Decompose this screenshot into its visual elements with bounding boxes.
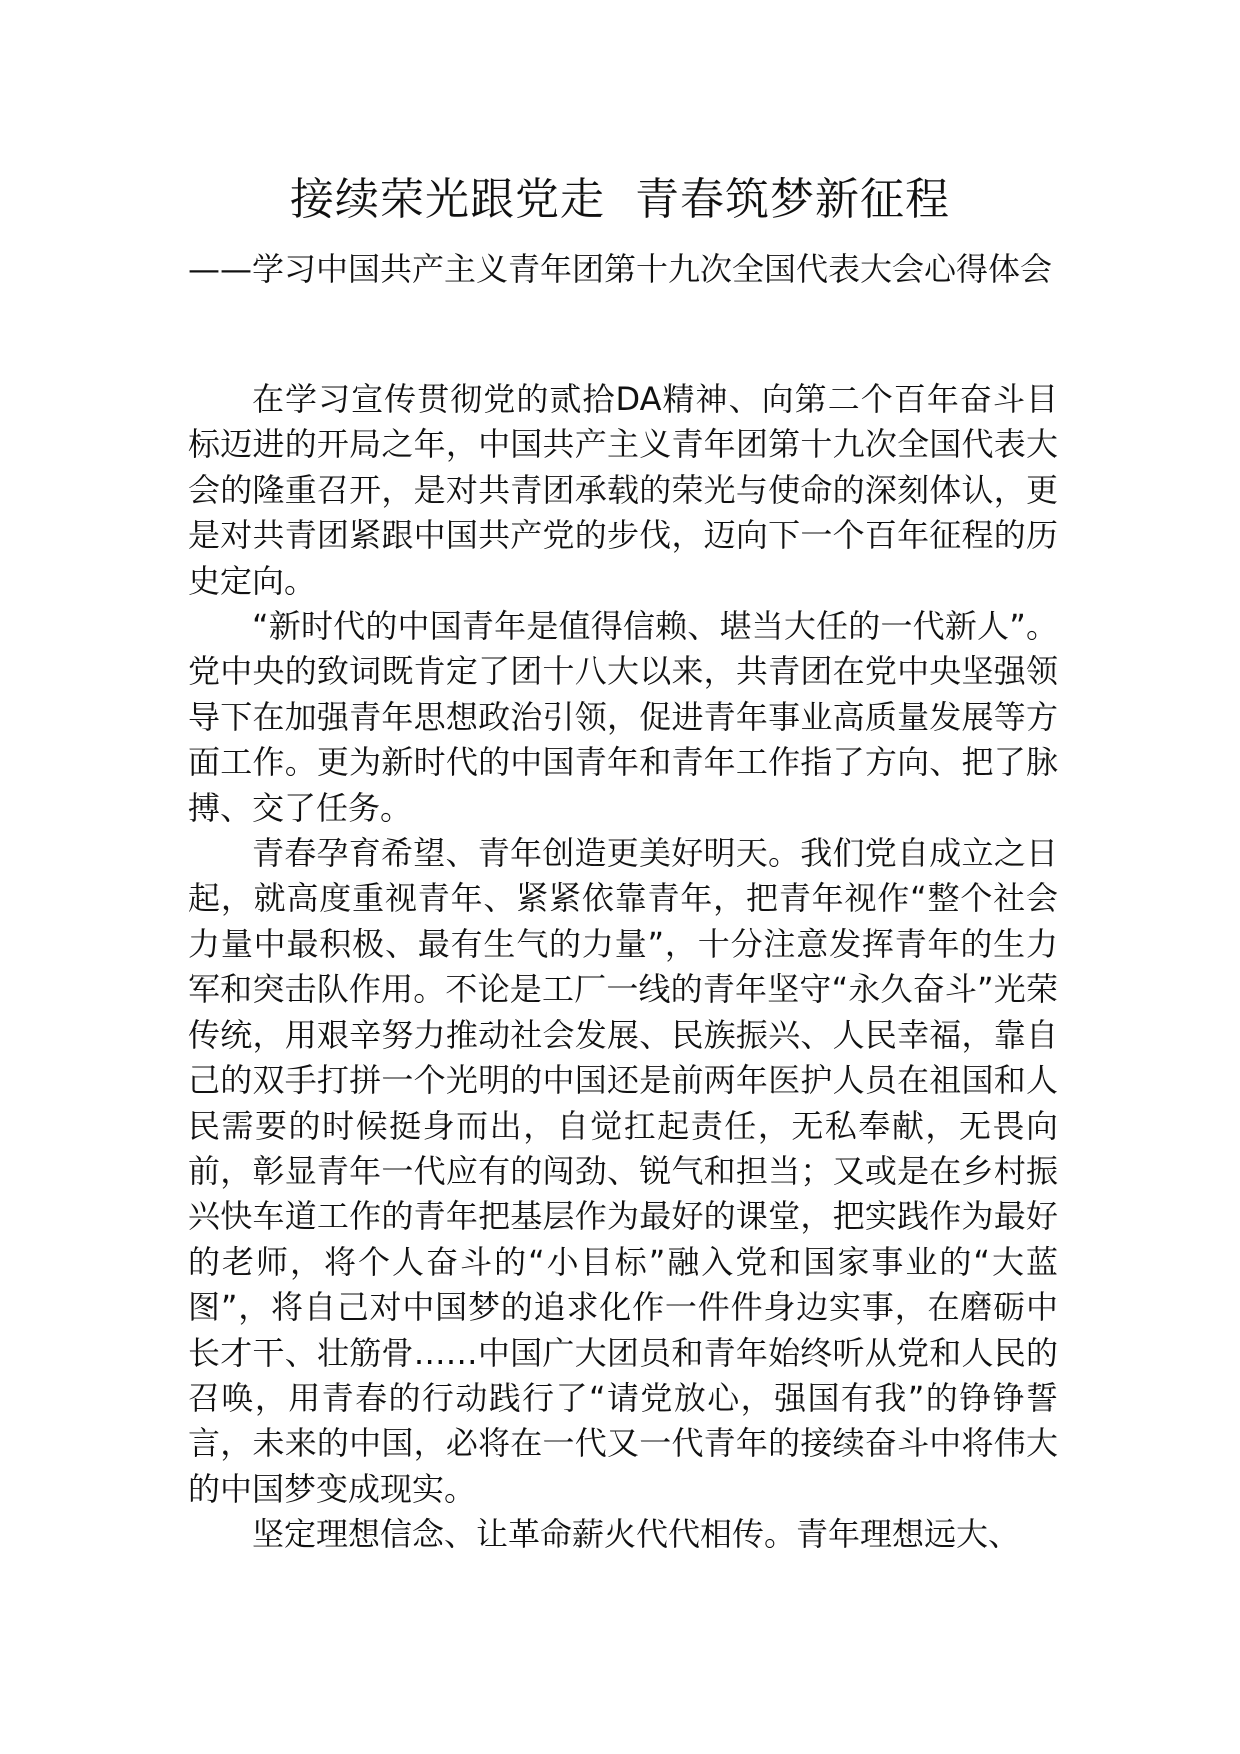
document-title: 接续荣光跟党走 青春筑梦新征程	[290, 174, 950, 225]
paragraph: 在学习宣传贯彻党的贰拾DA精神、向第二个百年奋斗目标迈进的开局之年，中国共产主义青年团第十九次全国代表大会的隆重召开，是对共青团承载的荣光与使命的深刻体认，更是对共青团紧跟中国共产党的步伐，迈向下一个百年征程的历史定向。	[188, 380, 1058, 600]
paragraph: 坚定理想信念、让革命薪火代代相传。青年理想远大、	[252, 1515, 1021, 1554]
document-body	[188, 377, 1058, 1558]
paragraph: “新时代的中国青年是值得信赖、堪当大任的一代新人”。党中央的致词既肯定了团十八大以来，共青团在党中央坚强领导下在加强青年思想政治引领，促进青年事业高质量发展等方面工作。更为新时代的中国青年和青年工作指了方向、把了脉搏、交了任务。	[188, 607, 1058, 827]
document-subtitle: ——学习中国共产主义青年团第十九次全国代表大会心得体会	[188, 250, 1053, 288]
paragraph: 青春孕育希望、青年创造更美好明天。我们党自成立之日起，就高度重视青年、紧紧依靠青年，把青年视作“整个社会力量中最积极、最有生气的力量”，十分注意发挥青年的生力军和突击队作用。不论是工厂一线的青年坚守“永久奋斗”光荣传统，用艰辛努力推动社会发展、民族振兴、人民幸福，靠自己的双手打拼一个光明的中国还是前两年医护人员在祖国和人民需要的时候挺身而出，自觉扛起责任，无私奉献，无畏向前，彰显青年一代应有的闯劲、锐气和担当；又或是在乡村振兴快车道工作的青年把基层作为最好的课堂，把实践作为最好的老师，将个人奋斗的“小目标”融入党和国家事业的“大蓝图”，将自己对中国梦的追求化作一件件身边实事，在磨砺中长才干、壮筋骨……中国广大团员和青年始终听从党和人民的召唤，用青春的行动践行了“请党放心，强国有我”的铮铮誓言，未来的中国，必将在一代又一代青年的接续奋斗中将伟大的中国梦变成现实。	[188, 834, 1058, 1508]
